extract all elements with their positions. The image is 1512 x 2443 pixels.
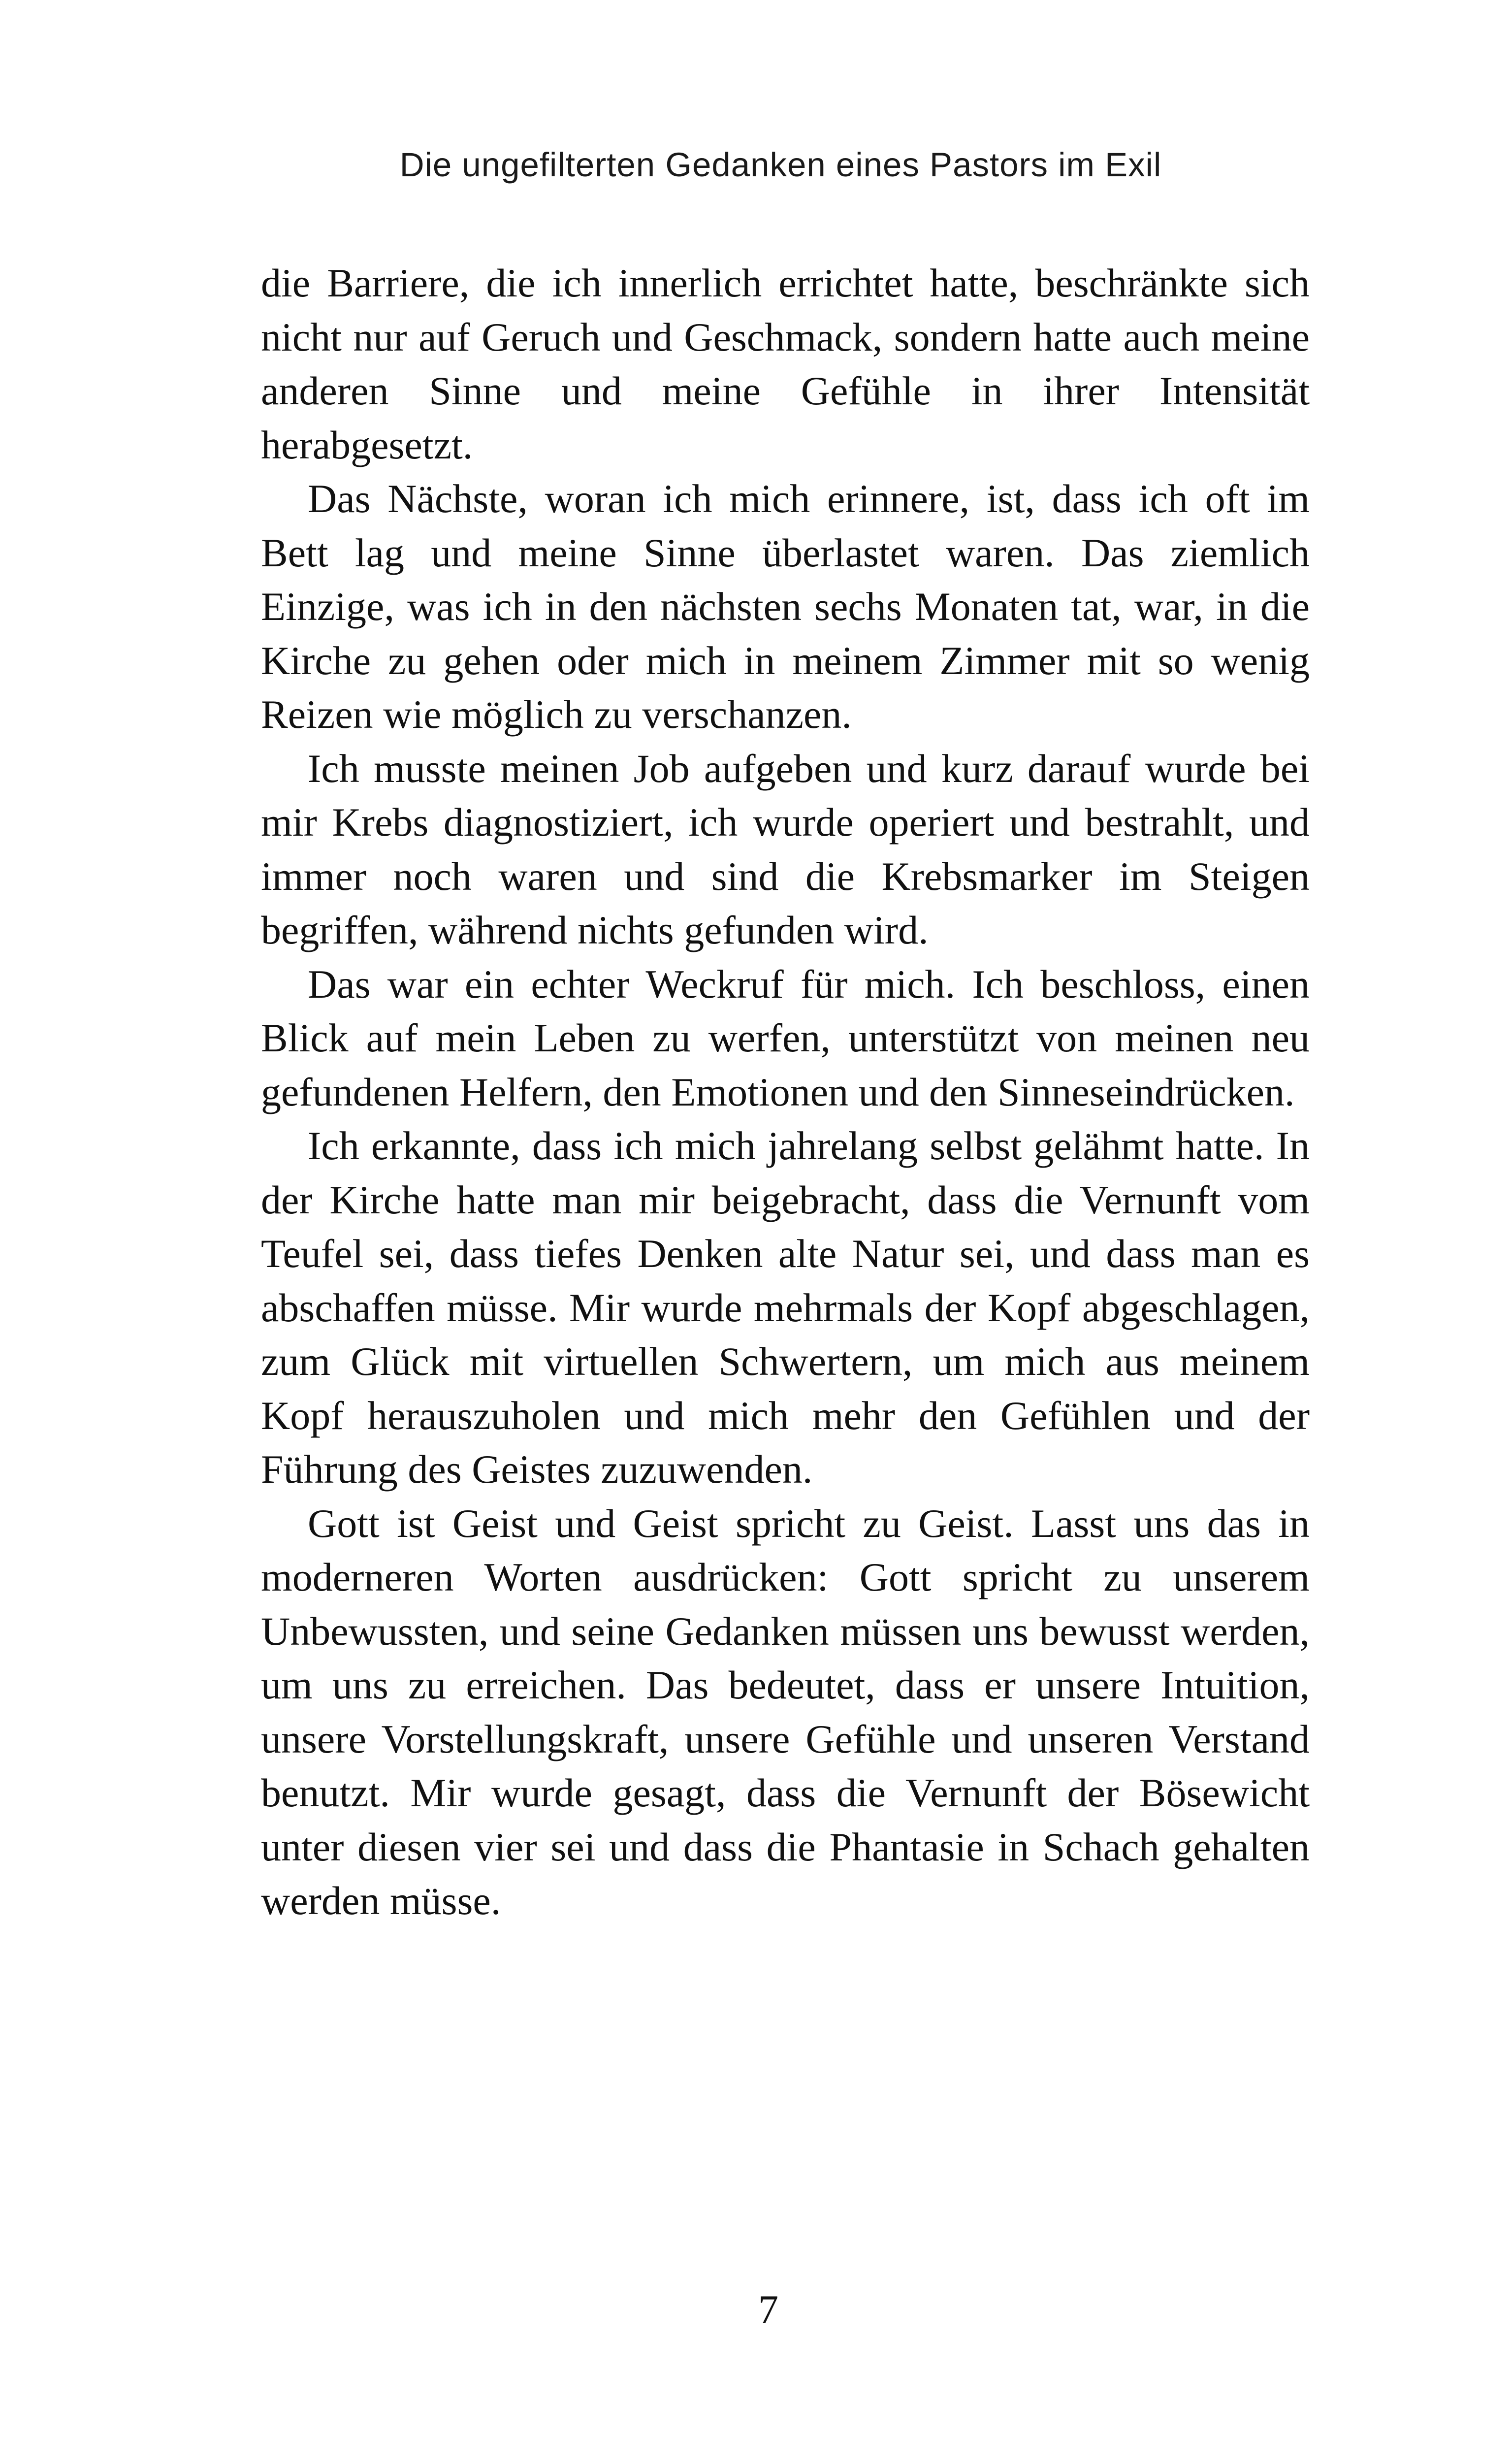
paragraph-4: Das war ein echter Weckruf für mich. Ich beschloss, einen Blick auf mein Leben zu werfen, unterstützt von meinen neu gefundenen Helfern, den Emotionen und den Sinneseindrücken. bbox=[261, 961, 1310, 1114]
paragraph-6: Gott ist Geist und Geist spricht zu Geist. Lasst uns das in moderneren Worten ausdrücken: Gott spricht zu unserem Unbewussten, und seine Gedanken müssen uns bewusst werden, um uns zu erreichen. Das bedeutet, dass er unsere Intuition, unsere Vorstellungskraft, unsere Gefühle und unseren Verstand benutzt. Mir wurde gesagt, dass die Vernunft der Bösewicht unter diesen vier sei und dass die Phantasie in Schach gehalten werden müsse. bbox=[261, 1500, 1310, 1923]
paragraph-3: Ich musste meinen Job aufgeben und kurz darauf wurde bei mir Krebs diagnostiziert, ich wurde operiert und bestrahlt, und immer noch waren und sind die Krebsmarker im Steigen begriffen, während nichts gefunden wird. bbox=[261, 746, 1310, 952]
running-header: Die ungefilterten Gedanken eines Pastors im Exil bbox=[399, 146, 1162, 184]
body-text bbox=[261, 256, 1310, 1928]
paragraph-1: die Barriere, die ich innerlich errichtet hatte, beschränkte sich nicht nur auf Geruch und Geschmack, sondern hatte auch meine anderen Sinne und meine Gefühle in ihrer Intensität herabgesetzt. bbox=[261, 261, 1310, 467]
paragraph-5: Ich erkannte, dass ich mich jahrelang selbst gelähmt hatte. In der Kirche hatte man mir beigebracht, dass die Vernunft vom Teufel sei, dass tiefes Denken alte Natur sei, und dass man es abschaffen müsse. Mir wurde mehrmals der Kopf abgeschlagen, zum Glück mit virtuellen Schwertern, um mich aus meinem Kopf herauszuholen und mich mehr den Gefühlen und der Führung des Geistes zuzuwenden. bbox=[261, 1123, 1310, 1492]
paragraph-2: Das Nächste, woran ich mich erinnere, ist, dass ich oft im Bett lag und meine Sinne überlastet waren. Das ziemlich Einzige, was ich in den nächsten sechs Monaten tat, war, in die Kirche zu gehen oder mich in meinem Zimmer mit so wenig Reizen wie möglich zu verschanzen. bbox=[261, 476, 1310, 737]
page-number: 7 bbox=[758, 2287, 778, 2332]
